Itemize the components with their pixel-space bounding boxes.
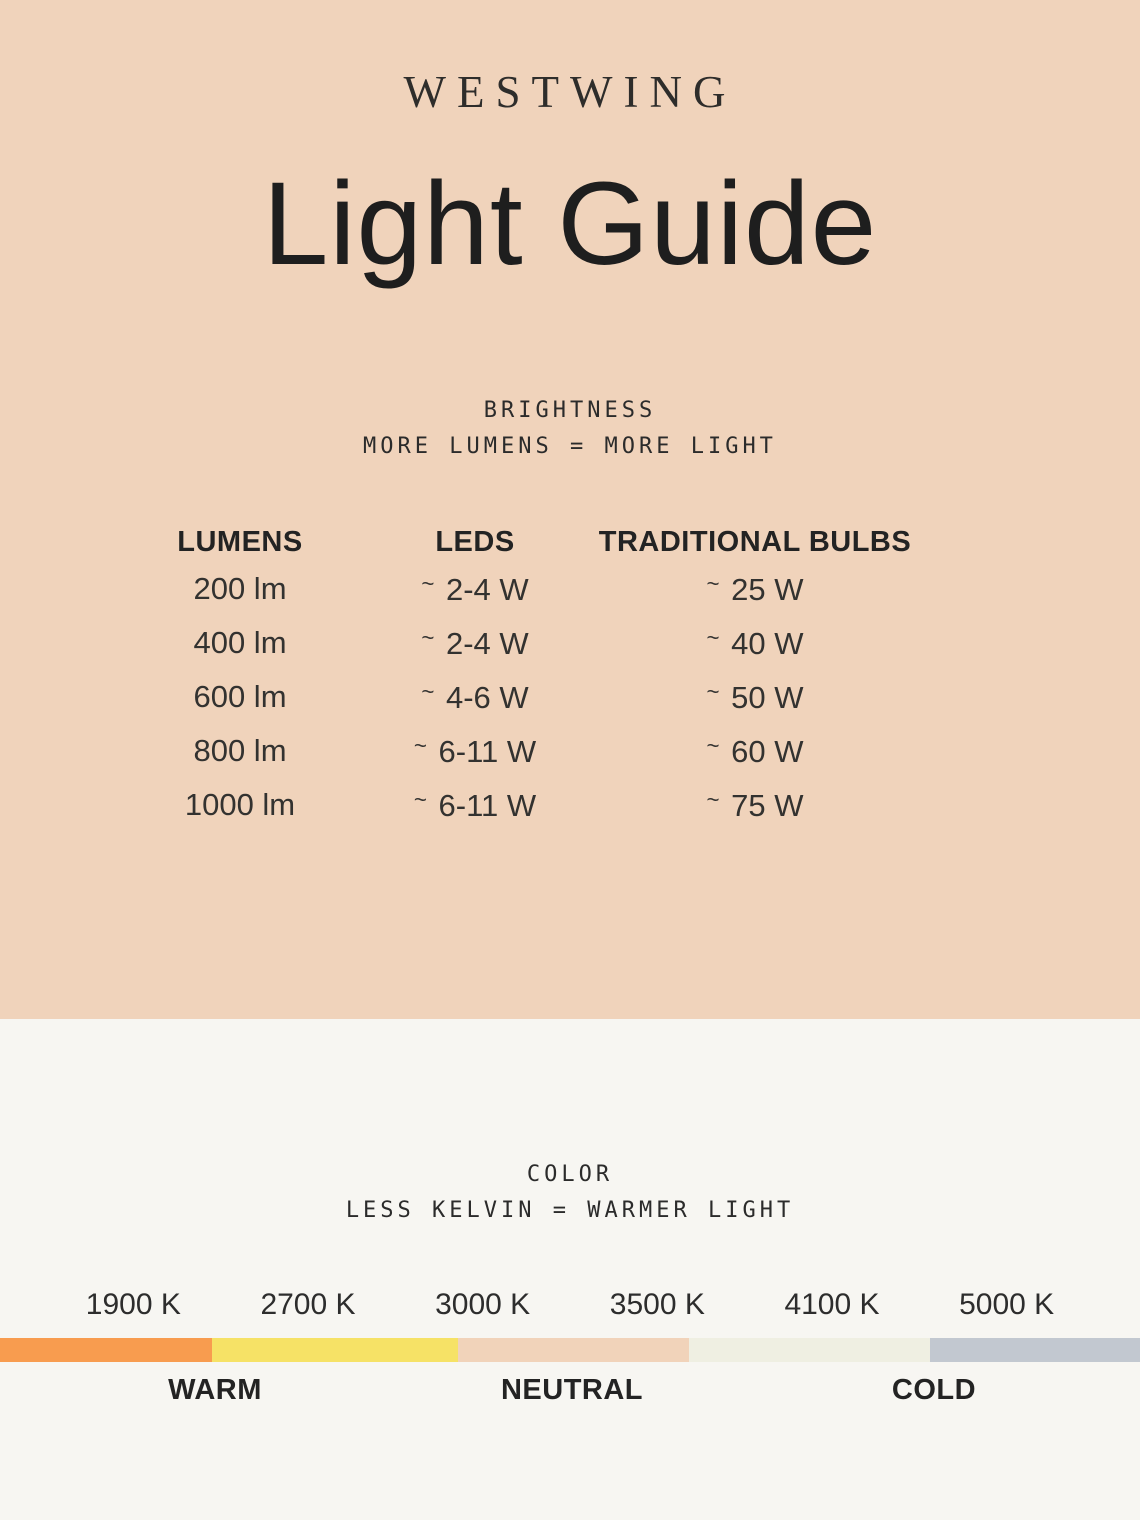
temperature-label: COLD [891, 1374, 977, 1407]
color-intro [0, 1019, 1140, 1228]
cold-grayblue-segment [930, 1338, 1140, 1362]
approx-symbol: ~ [706, 732, 720, 758]
table-row [120, 724, 1140, 778]
kelvin-label: 5000 K [959, 1288, 1055, 1322]
color-temperature-bar [0, 1338, 1140, 1362]
table-row [120, 616, 1140, 670]
lumens-value: 1000 lm [184, 787, 296, 823]
kelvin-label: 3000 K [435, 1288, 531, 1322]
approx-symbol: ~ [706, 678, 720, 704]
brightness-intro [0, 393, 1140, 464]
approx-symbol: ~ [421, 570, 435, 596]
led-watts-value: ~ 2-4 W [421, 570, 529, 607]
table-row [120, 778, 1140, 832]
table-row [120, 562, 1140, 616]
temperature-label: NEUTRAL [500, 1374, 644, 1407]
approx-symbol: ~ [413, 732, 427, 758]
temperature-labels [0, 1374, 1140, 1414]
kelvin-label: 3500 K [609, 1288, 705, 1322]
brightness-heading: BRIGHTNESS [483, 398, 657, 423]
color-heading: COLOR [526, 1162, 614, 1187]
traditional-watts-value: ~ 60 W [706, 732, 804, 769]
approx-symbol: ~ [421, 678, 435, 704]
lumens-value: 400 lm [193, 625, 287, 661]
approx-symbol: ~ [421, 624, 435, 650]
page-title: Light Guide [262, 158, 878, 290]
brand-logo: WESTWING [403, 67, 737, 117]
lumens-value: 800 lm [193, 733, 287, 769]
table-header-row [120, 522, 1140, 562]
kelvin-scale [46, 1288, 1094, 1322]
color-section [0, 1019, 1140, 1520]
led-watts-value: ~ 6-11 W [413, 732, 537, 769]
led-watts-value: ~ 6-11 W [413, 786, 537, 823]
kelvin-label: 4100 K [784, 1288, 880, 1322]
lumens-table [0, 522, 1140, 832]
table-row [120, 670, 1140, 724]
neutral-cream-segment [689, 1338, 931, 1362]
lumens-value: 600 lm [193, 679, 287, 715]
column-header-traditional-bulbs: TRADITIONAL BULBS [598, 525, 912, 558]
traditional-watts-value: ~ 75 W [706, 786, 804, 823]
approx-symbol: ~ [706, 786, 720, 812]
approx-symbol: ~ [706, 624, 720, 650]
warm-yellow-segment [212, 1338, 458, 1362]
traditional-watts-value: ~ 50 W [706, 678, 804, 715]
traditional-watts-value: ~ 40 W [706, 624, 804, 661]
table-body [120, 562, 1140, 832]
led-watts-value: ~ 2-4 W [421, 624, 529, 661]
approx-symbol: ~ [706, 570, 720, 596]
traditional-watts-value: ~ 25 W [706, 570, 804, 607]
warm-orange-segment [0, 1338, 212, 1362]
kelvin-label: 2700 K [260, 1288, 356, 1322]
lumens-value: 200 lm [193, 571, 287, 607]
temperature-label: WARM [168, 1374, 262, 1407]
brightness-subheading: MORE LUMENS = MORE LIGHT [363, 433, 777, 459]
kelvin-label: 1900 K [85, 1288, 181, 1322]
neutral-peach-segment [458, 1338, 688, 1362]
approx-symbol: ~ [413, 786, 427, 812]
led-watts-value: ~ 4-6 W [421, 678, 529, 715]
column-header-leds: LEDS [435, 525, 515, 558]
color-subheading: LESS KELVIN = WARMER LIGHT [345, 1197, 795, 1223]
column-header-lumens: LUMENS [177, 525, 303, 558]
